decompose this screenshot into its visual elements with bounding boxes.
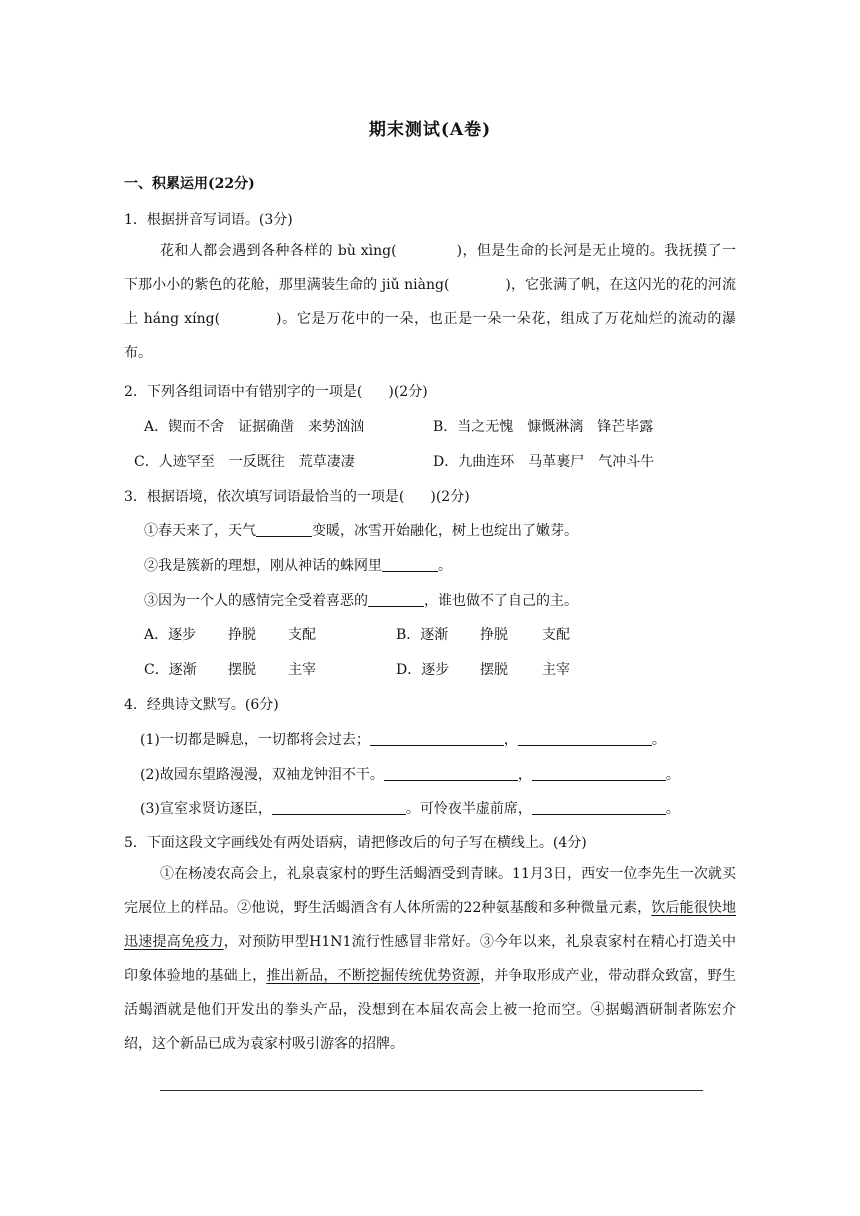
page-title: 期末测试(A卷) xyxy=(368,120,492,140)
q2-option-d: D．九曲连环 马革裹尸 气冲斗牛 xyxy=(433,454,655,470)
q1-stem: 1．根据拼音写词语。(3分) xyxy=(124,212,293,228)
q4-line-2: (2)故园东望路漫漫，双袖龙钟泪不干。 ， 。 xyxy=(140,767,680,783)
q3-option-b: B．逐渐 挣脱 支配 xyxy=(396,627,570,643)
answer-blank[interactable] xyxy=(272,800,406,815)
answer-blank[interactable] xyxy=(532,800,666,815)
q4-line-3: (3)宣室求贤访逐臣， 。可怜夜半虚前席， 。 xyxy=(140,801,680,817)
q2-option-b: B．当之无愧 慷慨淋漓 锋芒毕露 xyxy=(433,419,654,435)
answer-blank[interactable] xyxy=(256,522,312,537)
q2-option-a: A．锲而不舍 证据确凿 来势汹汹 xyxy=(144,419,365,435)
q4-stem: 4．经典诗文默写。(6分) xyxy=(124,697,279,713)
answer-blank[interactable] xyxy=(368,592,424,607)
q5-text-3: ，并争取形成产业，带动群众致富，野生活蝎酒就是他们开发出的拳头产品，没想到在本届农高会上被一抢而空。④据蝎酒研制者陈宏介绍，这个新品已成为袁家村吸引游客的招牌。 xyxy=(124,968,737,1052)
q1-text-4: )。它是万花中的一朵，也正是一朵一朵花，组成了万花灿烂的流动的瀑布。 xyxy=(124,311,736,361)
answer-blank[interactable] xyxy=(370,731,504,746)
q5-answer-line[interactable] xyxy=(160,1090,703,1091)
q2-option-c: C．人迹罕至 一反既往 荒草凄凄 xyxy=(134,454,355,470)
q5-underlined-2: 推出新品，不断挖掘传统优势资源 xyxy=(266,968,480,984)
answer-blank[interactable] xyxy=(384,766,518,781)
q3-sentence-2: ②我是簇新的理想，刚从神话的蛛网里 。 xyxy=(144,558,452,574)
q5-text-1: ①在杨凌农高会上，礼泉袁家村的野生活蝎酒受到青睐。11月3日，西安一位李先生一次就买完展位上的样品。②他说，野生活蝎酒含有人体所需的22种氨基酸和多种微量元素， xyxy=(124,866,736,916)
answer-blank[interactable] xyxy=(518,731,652,746)
section-heading: 一、积累运用(22分) xyxy=(124,176,255,192)
q1-text-1: 花和人都会遇到各种各样的 bù xìng( xyxy=(160,243,397,259)
q1-text-3: )，它张满了帆，在这闪光的花的河流上 háng xíng( xyxy=(124,277,737,327)
q2-stem: 2．下列各组词语中有错别字的一项是( )(2分) xyxy=(124,384,428,400)
q5-text-2: ，对预防甲型H1N1流行性感冒非常好。③今年以来，礼泉袁家村在精心打造关中印象体验地的基础上， xyxy=(124,934,736,984)
q3-sentence-3: ③因为一个人的感情完全受着喜恶的 ，谁也做不了自己的主。 xyxy=(144,593,578,609)
q5-underlined-1: 饮后能很快地迅速提高免疫力 xyxy=(124,900,737,950)
q3-option-c: C．逐渐 摆脱 主宰 xyxy=(144,662,316,678)
q4-line-1: (1)一切都是瞬息，一切都将会过去； ， 。 xyxy=(140,732,666,748)
q3-option-a: A．逐步 挣脱 支配 xyxy=(144,627,316,643)
q1-text-2: )，但是生命的长河是无止境的。我抚摸了一下那小小的紫色的花舱，那里满装生命的 jiǔ niàng( xyxy=(124,243,736,293)
answer-blank[interactable] xyxy=(382,557,438,572)
answer-blank[interactable] xyxy=(532,766,666,781)
q3-option-d: D．逐步 摆脱 主宰 xyxy=(396,662,570,678)
q5-passage xyxy=(124,857,736,1061)
q1-passage xyxy=(124,234,736,370)
q3-stem: 3．根据语境，依次填写词语最恰当的一项是( )(2分) xyxy=(124,489,470,505)
q5-stem: 5．下面这段文字画线处有两处语病，请把修改后的句子写在横线上。(4分) xyxy=(124,835,587,851)
q3-sentence-1: ①春天来了，天气 变暖，冰雪开始融化，树上也绽出了嫩芽。 xyxy=(144,523,578,539)
